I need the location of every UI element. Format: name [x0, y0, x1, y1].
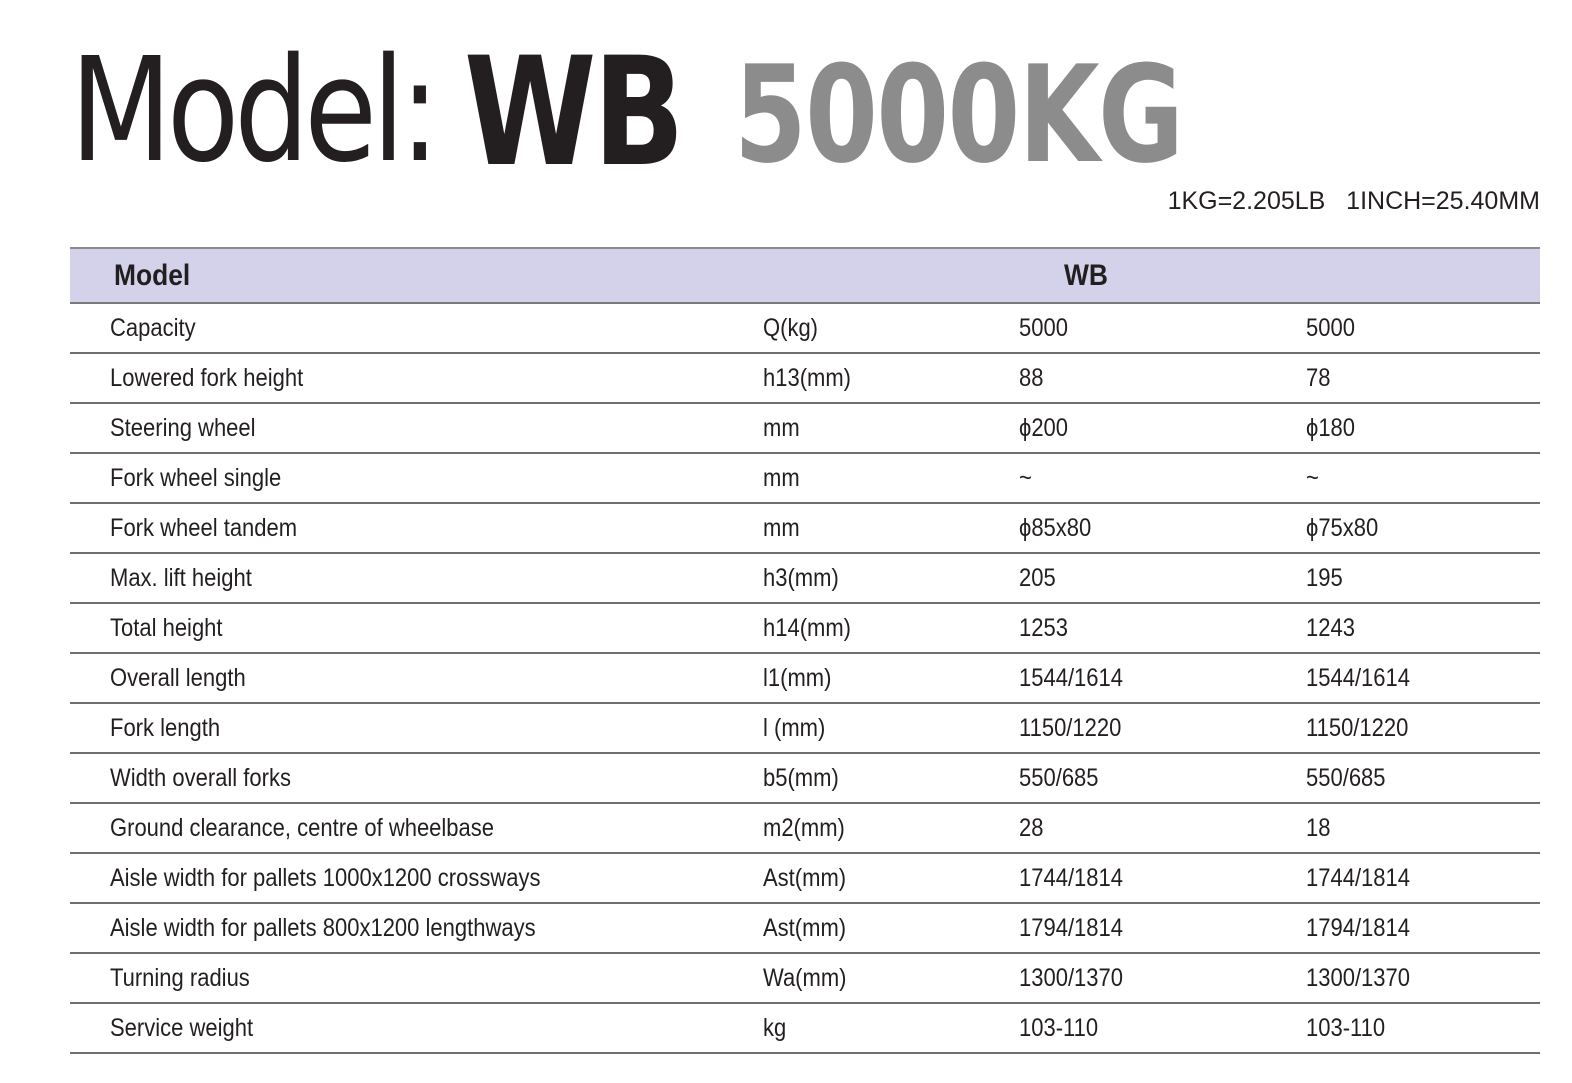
row-value-2: 1544/1614 [1306, 663, 1411, 692]
row-unit: mm [763, 463, 800, 492]
table-row [70, 953, 1540, 1003]
row-value-1: ϕ85x80 [1019, 513, 1092, 542]
table-row [70, 753, 1540, 803]
row-unit: Wa(mm) [763, 963, 847, 992]
row-value-1: 5000 [1019, 313, 1068, 342]
table-row [70, 703, 1540, 753]
row-value-2: 1744/1814 [1306, 863, 1411, 892]
row-unit: Q(kg) [763, 313, 818, 342]
table-row [70, 603, 1540, 653]
row-value-2: 1794/1814 [1306, 913, 1411, 942]
row-unit: h13(mm) [763, 363, 852, 392]
row-unit: Ast(mm) [763, 913, 847, 942]
table-row [70, 803, 1540, 853]
row-value-1: 1253 [1019, 613, 1068, 642]
table-row [70, 553, 1540, 603]
unit-conversion-note: 1KG=2.205LB 1INCH=25.40MM [1167, 187, 1540, 215]
row-value-2: 1300/1370 [1306, 963, 1411, 992]
row-value-2: 18 [1306, 813, 1331, 842]
table-row [70, 853, 1540, 903]
row-value-1: 1544/1614 [1019, 663, 1124, 692]
row-label: Fork wheel single [110, 463, 282, 492]
row-value-2: 103-110 [1306, 1013, 1386, 1042]
header-label: Model [114, 258, 191, 292]
row-value-2: ϕ75x80 [1306, 513, 1379, 542]
table-row [70, 453, 1540, 503]
row-value-1: 1300/1370 [1019, 963, 1124, 992]
row-value-2: 195 [1306, 563, 1343, 592]
row-value-1: 205 [1019, 563, 1056, 592]
row-unit: m2(mm) [763, 813, 845, 842]
spec-table [70, 247, 1540, 1054]
row-value-2: 1150/1220 [1306, 713, 1409, 742]
table-row [70, 353, 1540, 403]
row-value-1: ~ [1019, 463, 1032, 492]
row-label: Max. lift height [110, 563, 252, 592]
row-value-2: 1243 [1306, 613, 1355, 642]
row-label: Aisle width for pallets 800x1200 lengthways [110, 913, 536, 942]
row-unit: b5(mm) [763, 763, 839, 792]
table-row [70, 1003, 1540, 1053]
row-unit: Ast(mm) [763, 863, 847, 892]
row-value-1: ϕ200 [1019, 413, 1069, 442]
row-unit: mm [763, 413, 800, 442]
table-row [70, 653, 1540, 703]
row-value-1: 28 [1019, 813, 1044, 842]
row-value-2: ϕ180 [1306, 413, 1356, 442]
row-label: Capacity [110, 313, 196, 342]
table-row [70, 303, 1540, 353]
row-label: Width overall forks [110, 763, 291, 792]
row-unit: kg [763, 1013, 787, 1042]
row-label: Service weight [110, 1013, 254, 1042]
row-unit: l (mm) [763, 713, 826, 742]
row-unit: h3(mm) [763, 563, 839, 592]
row-value-2: ~ [1306, 463, 1319, 492]
row-unit: mm [763, 513, 800, 542]
row-unit: h14(mm) [763, 613, 852, 642]
table-row [70, 503, 1540, 553]
row-value-1: 103-110 [1019, 1013, 1099, 1042]
row-label: Fork wheel tandem [110, 513, 298, 542]
row-value-1: 1744/1814 [1019, 863, 1124, 892]
title-model-name: WB [464, 26, 682, 200]
title-capacity: 5000KG [734, 37, 1183, 193]
row-value-2: 5000 [1306, 313, 1355, 342]
row-value-1: 1794/1814 [1019, 913, 1124, 942]
row-value-1: 1150/1220 [1019, 713, 1122, 742]
row-label: Total height [110, 613, 223, 642]
row-value-2: 550/685 [1306, 763, 1386, 792]
table-header-row [70, 248, 1540, 303]
table-row [70, 403, 1540, 453]
row-label: Lowered fork height [110, 363, 304, 392]
row-value-1: 550/685 [1019, 763, 1099, 792]
header-model: WB [1064, 258, 1108, 292]
row-label: Overall length [110, 663, 246, 692]
row-value-1: 88 [1019, 363, 1044, 392]
table-row [70, 903, 1540, 953]
title-prefix: Model: [70, 26, 435, 194]
row-label: Ground clearance, centre of wheelbase [110, 813, 495, 842]
row-label: Steering wheel [110, 413, 256, 442]
row-unit: l1(mm) [763, 663, 832, 692]
row-value-2: 78 [1306, 363, 1331, 392]
row-label: Aisle width for pallets 1000x1200 crossways [110, 863, 541, 892]
row-label: Turning radius [110, 963, 250, 992]
row-label: Fork length [110, 713, 221, 742]
